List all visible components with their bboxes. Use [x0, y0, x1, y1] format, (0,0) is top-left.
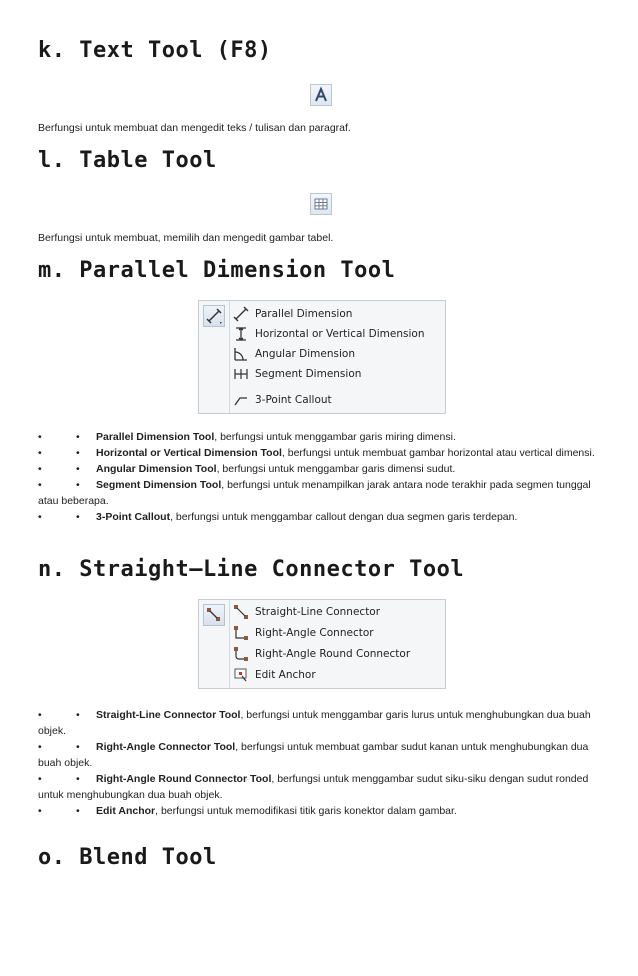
menu-item-label: Right-Angle Round Connector — [255, 648, 411, 660]
menu-item-parallel-dimension[interactable] — [233, 304, 443, 324]
menu-item-3-point-callout[interactable] — [233, 390, 443, 410]
horizontal-vertical-dimension-icon — [233, 326, 249, 342]
list-item: • • 3-Point Callout, berfungsi untuk menggambar callout dengan dua segmen garis terdepan. — [38, 511, 518, 523]
connector-tools-flyout — [198, 599, 446, 689]
menu-item-edit-anchor[interactable] — [233, 665, 443, 685]
menu-item-label: Segment Dimension — [255, 368, 362, 380]
menu-item-right-angle-round-connector[interactable] — [233, 644, 443, 664]
menu-item-label: Right-Angle Connector — [255, 627, 374, 639]
flyout-separator — [229, 600, 230, 688]
menu-item-angular-dimension[interactable] — [233, 344, 443, 364]
heading-parallel-dimension-tool: m. Parallel Dimension Tool — [38, 258, 396, 283]
straight-line-connector-tool-button[interactable] — [203, 604, 225, 626]
list-item: • • Right-Angle Connector Tool, berfungsi untuk membuat gambar sudut kanan untuk menghubungkan dua buah objek. — [38, 741, 589, 769]
bullet-list-connector — [38, 707, 598, 819]
heading-text-tool: k. Text Tool (F8) — [38, 38, 272, 63]
right-angle-connector-icon — [233, 625, 249, 641]
flyout-separator — [229, 301, 230, 413]
list-item: • • Angular Dimension Tool, berfungsi untuk menggambar garis dimensi sudut. — [38, 463, 456, 475]
text-tool-icon — [310, 84, 332, 106]
list-item: • • Edit Anchor, berfungsi untuk memodifikasi titik garis konektor dalam gambar. — [38, 805, 457, 817]
bullet-list-dimension — [38, 429, 598, 525]
right-angle-round-connector-icon — [233, 646, 249, 662]
menu-item-label: Straight-Line Connector — [255, 606, 381, 618]
table-tool-icon — [310, 193, 332, 215]
angular-dimension-icon — [233, 346, 249, 362]
menu-item-horizontal-vertical-dimension[interactable] — [233, 324, 443, 344]
table-tool-description: Berfungsi untuk membuat, memilih dan mengedit gambar tabel. — [38, 232, 334, 244]
text-tool-description: Berfungsi untuk membuat dan mengedit teks / tulisan dan paragraf. — [38, 122, 351, 134]
menu-item-label: Horizontal or Vertical Dimension — [255, 328, 425, 340]
dimension-tools-flyout — [198, 300, 446, 414]
list-item: • • Segment Dimension Tool, berfungsi untuk menampilkan jarak antara node terakhir pada segmen tunggal atau beberapa. — [38, 479, 591, 507]
parallel-dimension-tool-button[interactable] — [203, 305, 225, 327]
edit-anchor-icon — [233, 667, 249, 683]
list-item: • • Right-Angle Round Connector Tool, berfungsi untuk menggambar sudut siku-siku dengan sudut ronded untuk menghubungkan dua buah objek. — [38, 773, 589, 801]
straight-line-connector-icon — [233, 604, 249, 620]
list-item: • • Parallel Dimension Tool, berfungsi untuk menggambar garis miring dimensi. — [38, 431, 456, 443]
menu-item-right-angle-connector[interactable] — [233, 623, 443, 643]
menu-item-label: Edit Anchor — [255, 669, 316, 681]
menu-item-label: Angular Dimension — [255, 348, 355, 360]
heading-straight-line-connector-tool: n. Straight–Line Connector Tool — [38, 557, 465, 582]
menu-item-label: Parallel Dimension — [255, 308, 353, 320]
menu-item-straight-line-connector[interactable] — [233, 602, 443, 622]
heading-blend-tool: o. Blend Tool — [38, 845, 217, 870]
menu-item-label: 3-Point Callout — [255, 394, 332, 406]
segment-dimension-icon — [233, 366, 249, 382]
callout-icon — [233, 392, 249, 408]
parallel-dimension-icon — [233, 306, 249, 322]
list-item: • • Straight-Line Connector Tool, berfungsi untuk menggambar garis lurus untuk menghubungkan dua buah objek. — [38, 709, 591, 737]
heading-table-tool: l. Table Tool — [38, 148, 217, 173]
menu-item-segment-dimension[interactable] — [233, 364, 443, 384]
list-item: • • Horizontal or Vertical Dimension Tool, berfungsi untuk membuat gambar horizontal atau vertical dimensi. — [38, 447, 595, 459]
